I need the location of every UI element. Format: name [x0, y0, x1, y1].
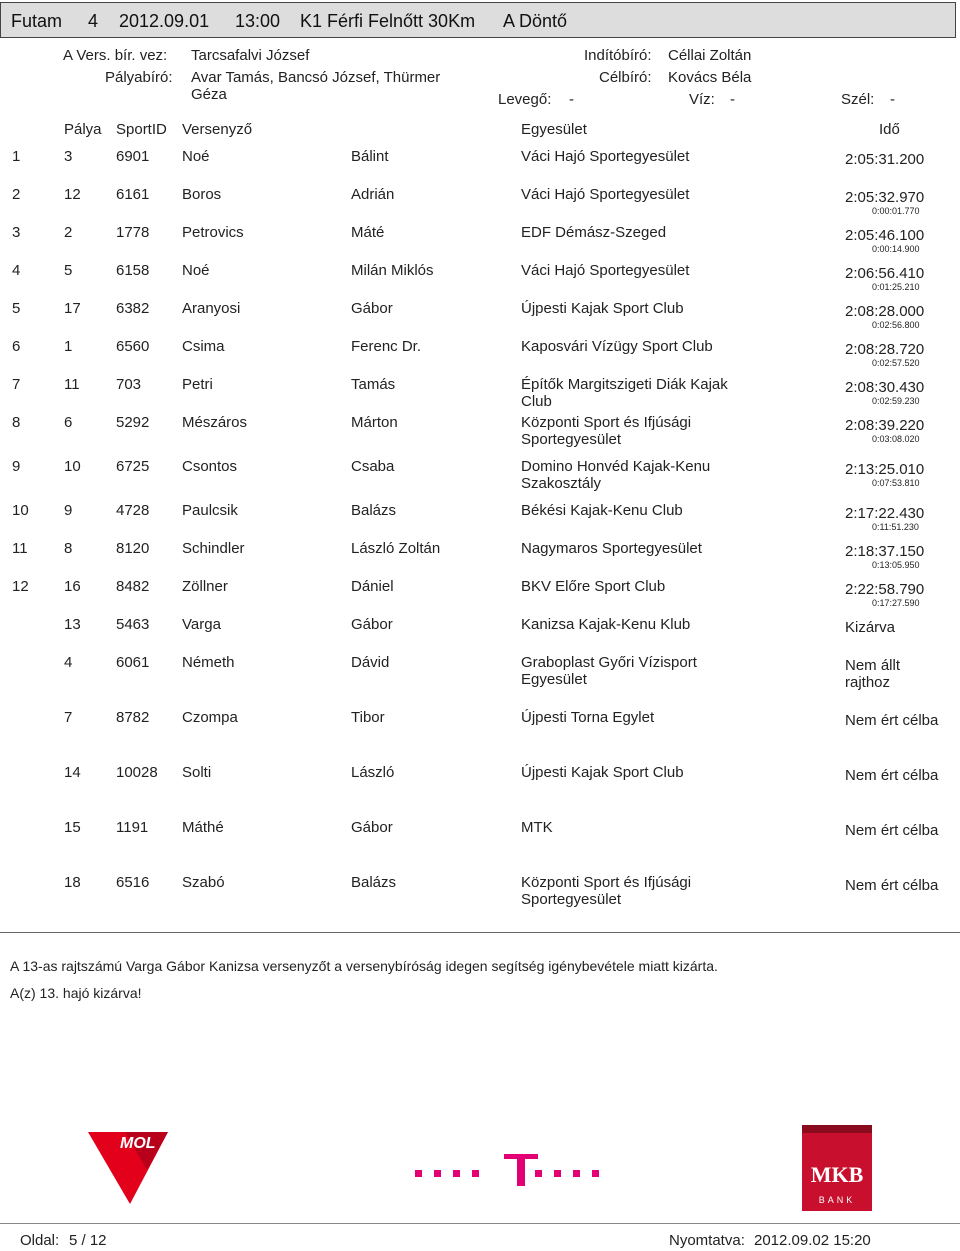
time-behind-cell: 0:17:27.590	[872, 598, 920, 608]
club-cell: Központi Sport és Ifjúsági Sportegyesület	[521, 414, 692, 448]
table-row	[0, 540, 960, 578]
first-name-cell: Milán Miklós	[351, 262, 434, 279]
table-row	[0, 148, 960, 186]
table-row	[0, 819, 960, 857]
club-cell: Központi Sport és Ifjúsági Sportegyesület	[521, 874, 692, 908]
mkb-logo	[802, 1125, 872, 1211]
table-row	[0, 224, 960, 262]
table-row	[0, 616, 960, 654]
table-row	[0, 502, 960, 540]
first-name-cell: Máté	[351, 224, 385, 241]
air-label: Levegő:	[498, 91, 552, 108]
lane-cell: 17	[64, 300, 81, 317]
time-behind-cell: 0:07:53.810	[872, 478, 920, 488]
time-cell: 2:05:31.200	[845, 151, 925, 168]
finish-judge-label: Célbíró:	[599, 69, 652, 86]
last-name-cell: Solti	[182, 764, 212, 781]
club-cell: Kanizsa Kajak-Kenu Klub	[521, 616, 691, 633]
mkb-logo-graphic	[802, 1125, 872, 1211]
place-cell: 11	[12, 540, 28, 557]
last-name-cell: Mészáros	[182, 414, 248, 431]
col-sportid: SportID	[116, 121, 167, 138]
telekom-logo	[410, 1150, 610, 1190]
telekom-logo-graphic	[410, 1150, 610, 1190]
first-name-cell: Dániel	[351, 578, 394, 595]
first-name-cell: Balázs	[351, 874, 397, 891]
place-cell: 7	[12, 376, 21, 393]
time-cell: 2:22:58.790	[845, 581, 925, 598]
lane-cell: 1	[64, 338, 73, 355]
status-cell: Kizárva	[845, 619, 896, 636]
mol-logo-graphic	[85, 1128, 180, 1208]
status-cell: Nem állt rajthoz	[845, 657, 901, 691]
time-behind-cell: 0:00:14.900	[872, 244, 920, 254]
lane-cell: 10	[64, 458, 81, 475]
status-cell: Nem ért célba	[845, 767, 939, 784]
starter-label: Indítóbíró:	[584, 47, 652, 64]
club-cell: Újpesti Kajak Sport Club	[521, 764, 684, 781]
course-judge-label: Pályabíró:	[105, 69, 173, 86]
club-cell: Graboplast Győri Vízisport Egyesület	[521, 654, 697, 688]
place-cell: 2	[12, 186, 21, 203]
col-competitor: Versenyző	[182, 121, 253, 138]
first-name-cell: Ferenc Dr.	[351, 338, 422, 355]
time-behind-cell: 0:13:05.950	[872, 560, 920, 570]
time-behind-cell: 0:02:56.800	[872, 320, 920, 330]
time-cell: 2:08:39.220	[845, 417, 925, 434]
last-name-cell: Petrovics	[182, 224, 244, 241]
lane-cell: 5	[64, 262, 73, 279]
place-cell: 5	[12, 300, 21, 317]
lane-cell: 15	[64, 819, 81, 836]
table-row	[0, 874, 960, 912]
table-row	[0, 709, 960, 747]
sportid-cell: 5463	[116, 616, 150, 633]
air-value: -	[569, 91, 574, 108]
place-cell: 6	[12, 338, 21, 355]
club-cell: BKV Előre Sport Club	[521, 578, 666, 595]
title-heat-number: 4	[88, 11, 99, 31]
title-bar	[0, 2, 956, 38]
time-cell: 2:06:56.410	[845, 265, 925, 282]
last-name-cell: Zöllner	[182, 578, 228, 595]
club-cell: Váci Hajó Sportegyesület	[521, 148, 690, 165]
lane-cell: 9	[64, 502, 73, 519]
club-cell: EDF Démász-Szeged	[521, 224, 667, 241]
sportid-cell: 6061	[116, 654, 150, 671]
water-label: Víz:	[689, 91, 715, 108]
footer-divider	[0, 1223, 960, 1224]
last-name-cell: Schindler	[182, 540, 245, 557]
printed-label: Nyomtatva:	[669, 1232, 745, 1249]
lane-cell: 13	[64, 616, 81, 633]
club-cell: Kaposvári Vízügy Sport Club	[521, 338, 713, 355]
last-name-cell: Boros	[182, 186, 222, 203]
sportid-cell: 6161	[116, 186, 150, 203]
time-behind-cell: 0:02:59.230	[872, 396, 920, 406]
club-cell: Váci Hajó Sportegyesület	[521, 186, 690, 203]
sportid-cell: 703	[116, 376, 142, 393]
club-cell: Nagymaros Sportegyesület	[521, 540, 702, 557]
club-cell: Építők Margitszigeti Diák Kajak Club	[521, 376, 728, 410]
mol-logo-text: MOL	[120, 1135, 156, 1152]
lane-cell: 12	[64, 186, 81, 203]
status-cell: Nem ért célba	[845, 877, 939, 894]
sportid-cell: 8482	[116, 578, 150, 595]
mkb-logo-bank-text: BANK	[818, 1195, 856, 1205]
table-row	[0, 764, 960, 802]
time-cell: 2:17:22.430	[845, 505, 925, 522]
first-name-cell: Márton	[351, 414, 398, 431]
col-lane: Pálya	[64, 121, 102, 138]
sportid-cell: 6725	[116, 458, 150, 475]
lane-cell: 8	[64, 540, 73, 557]
time-behind-cell: 0:00:01.770	[872, 206, 920, 216]
title-label: Futam	[11, 11, 63, 31]
last-name-cell: Németh	[182, 654, 235, 671]
col-club: Egyesület	[521, 121, 587, 138]
lane-cell: 6	[64, 414, 73, 431]
last-name-cell: Petri	[182, 376, 213, 393]
note-disqualification: A 13-as rajtszámú Varga Gábor Kanizsa versenyzőt a versenybíróság idegen segítség igénybevétele miatt kizárta.	[10, 958, 718, 974]
table-row	[0, 186, 960, 224]
finish-judge-value: Kovács Béla	[668, 69, 752, 86]
last-name-cell: Szabó	[182, 874, 225, 891]
place-cell: 1	[12, 148, 21, 165]
sportid-cell: 6158	[116, 262, 150, 279]
course-judge-value-2: Géza	[191, 86, 227, 103]
chief-judge-label: A Vers. bír. vez:	[63, 47, 168, 64]
time-cell: 2:13:25.010	[845, 461, 925, 478]
table-row	[0, 262, 960, 300]
mol-logo	[85, 1128, 180, 1208]
last-name-cell: Aranyosi	[182, 300, 241, 317]
note-boat-disqualified: A(z) 13. hajó kizárva!	[10, 985, 142, 1001]
first-name-cell: Dávid	[351, 654, 390, 671]
lane-cell: 11	[64, 376, 80, 393]
sportid-cell: 8120	[116, 540, 150, 557]
wind-label: Szél:	[841, 91, 875, 108]
first-name-cell: László	[351, 764, 395, 781]
club-cell: Újpesti Torna Egylet	[521, 709, 655, 726]
lane-cell: 2	[64, 224, 73, 241]
first-name-cell: Gábor	[351, 616, 393, 633]
table-row	[0, 338, 960, 376]
first-name-cell: Tibor	[351, 709, 385, 726]
sportid-cell: 4728	[116, 502, 150, 519]
starter-value: Céllai Zoltán	[668, 47, 752, 64]
mkb-logo-text: MKB	[810, 1162, 864, 1187]
course-judge-value-1: Avar Tamás, Bancsó József, Thürmer	[191, 69, 441, 86]
table-row	[0, 414, 960, 452]
lane-cell: 14	[64, 764, 81, 781]
table-row	[0, 458, 960, 496]
time-cell: 2:18:37.150	[845, 543, 925, 560]
sportid-cell: 5292	[116, 414, 150, 431]
time-behind-cell: 0:03:08.020	[872, 434, 920, 444]
first-name-cell: Gábor	[351, 819, 393, 836]
sportid-cell: 10028	[116, 764, 158, 781]
lane-cell: 3	[64, 148, 73, 165]
lane-cell: 4	[64, 654, 73, 671]
first-name-cell: László Zoltán	[351, 540, 441, 557]
sportid-cell: 6901	[116, 148, 150, 165]
last-name-cell: Csontos	[182, 458, 238, 475]
time-behind-cell: 0:02:57.520	[872, 358, 920, 368]
time-behind-cell: 0:01:25.210	[872, 282, 920, 292]
lane-cell: 16	[64, 578, 81, 595]
title-date: 2012.09.01	[119, 11, 210, 31]
first-name-cell: Adrián	[351, 186, 395, 203]
sportid-cell: 6382	[116, 300, 150, 317]
last-name-cell: Máthé	[182, 819, 224, 836]
title-round: A Döntő	[503, 11, 568, 31]
club-cell: Domino Honvéd Kajak-Kenu Szakosztály	[521, 458, 711, 492]
club-cell: Váci Hajó Sportegyesület	[521, 262, 690, 279]
col-time: Idő	[879, 121, 900, 138]
last-name-cell: Czompa	[182, 709, 238, 726]
club-cell: Újpesti Kajak Sport Club	[521, 300, 684, 317]
table-row	[0, 578, 960, 616]
place-cell: 4	[12, 262, 21, 279]
time-behind-cell: 0:11:51.230	[872, 522, 919, 532]
sportid-cell: 6560	[116, 338, 150, 355]
last-name-cell: Varga	[182, 616, 221, 633]
sportid-cell: 1191	[116, 819, 149, 836]
printed-timestamp: 2012.09.02 15:20	[754, 1232, 871, 1249]
page-number: 5 / 12	[69, 1232, 107, 1249]
last-name-cell: Noé	[182, 148, 210, 165]
first-name-cell: Bálint	[351, 148, 389, 165]
table-row	[0, 300, 960, 338]
lane-cell: 18	[64, 874, 81, 891]
time-cell: 2:08:28.720	[845, 341, 925, 358]
last-name-cell: Csima	[182, 338, 225, 355]
club-cell: Békési Kajak-Kenu Club	[521, 502, 683, 519]
last-name-cell: Noé	[182, 262, 210, 279]
sportid-cell: 6516	[116, 874, 150, 891]
page-label: Oldal:	[20, 1232, 60, 1249]
chief-judge-value: Tarcsafalvi József	[191, 47, 310, 64]
notes-divider	[0, 932, 960, 933]
status-cell: Nem ért célba	[845, 712, 939, 729]
time-cell: 2:08:28.000	[845, 303, 925, 320]
time-cell: 2:08:30.430	[845, 379, 925, 396]
title-event: K1 Férfi Felnőtt 30Km	[300, 11, 476, 31]
wind-value: -	[890, 91, 895, 108]
place-cell: 8	[12, 414, 21, 431]
place-cell: 12	[12, 578, 29, 595]
first-name-cell: Tamás	[351, 376, 396, 393]
club-cell: MTK	[521, 819, 553, 836]
table-row	[0, 654, 960, 692]
time-cell: 2:05:32.970	[845, 189, 925, 206]
sportid-cell: 8782	[116, 709, 150, 726]
place-cell: 3	[12, 224, 21, 241]
first-name-cell: Balázs	[351, 502, 397, 519]
table-row	[0, 376, 960, 414]
last-name-cell: Paulcsik	[182, 502, 238, 519]
title-time: 13:00	[235, 11, 281, 31]
first-name-cell: Csaba	[351, 458, 395, 475]
status-cell: Nem ért célba	[845, 822, 939, 839]
place-cell: 9	[12, 458, 21, 475]
place-cell: 10	[12, 502, 29, 519]
time-cell: 2:05:46.100	[845, 227, 925, 244]
sportid-cell: 1778	[116, 224, 150, 241]
water-value: -	[730, 91, 735, 108]
first-name-cell: Gábor	[351, 300, 393, 317]
lane-cell: 7	[64, 709, 73, 726]
